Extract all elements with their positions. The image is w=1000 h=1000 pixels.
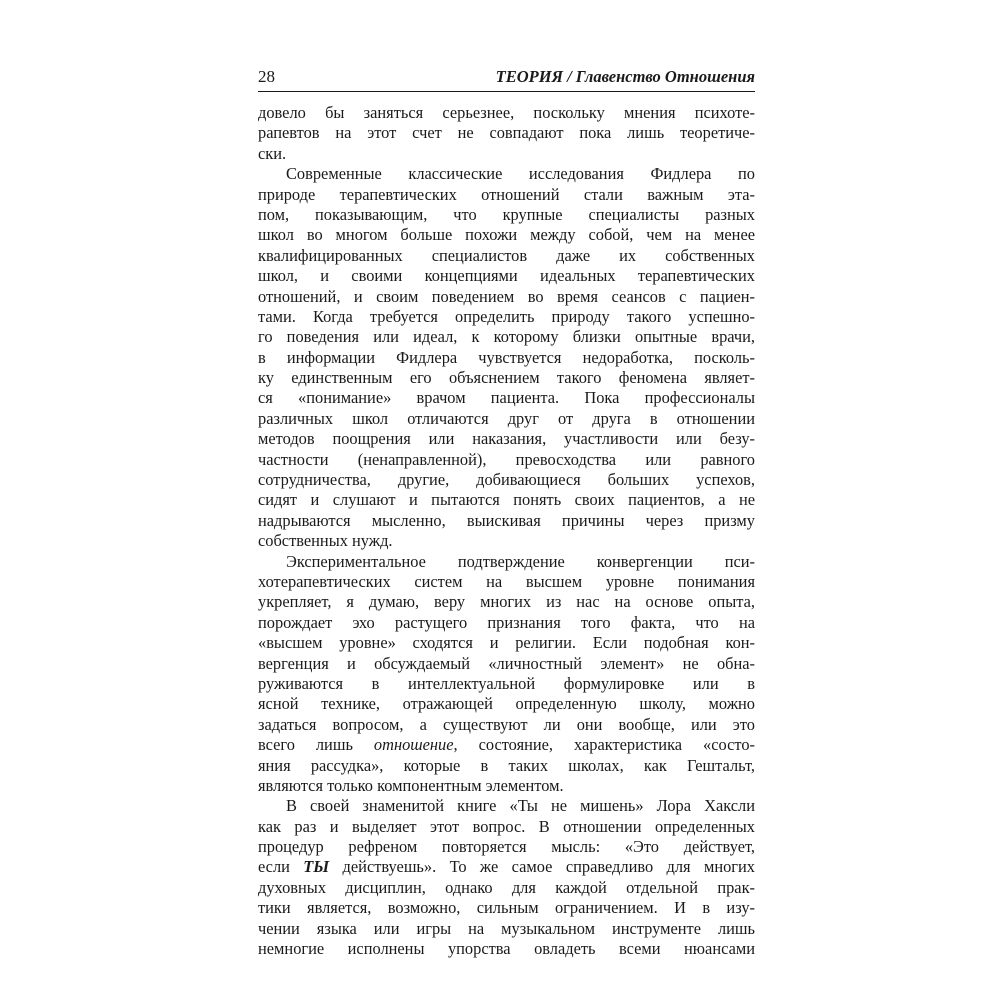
text-line: как раз и выделяет этот вопрос. В отношении определенных bbox=[258, 816, 755, 836]
text-line: в информации Фидлера чувствуется недоработка, посколь- bbox=[258, 347, 755, 367]
text-line: рапевтов на этот счет не совпадают пока лишь теоретиче- bbox=[258, 123, 755, 143]
text-line: Экспериментальное подтверждение конвергенции пси- bbox=[286, 551, 755, 571]
text-line: квалифицированных специалистов даже их собственных bbox=[258, 245, 755, 265]
text-line: надрываются мысленно, выискивая причины через призму bbox=[258, 510, 755, 530]
text-line: хотерапевтических систем на высшем уровне понимания bbox=[258, 571, 755, 591]
running-head-title: ТЕОРИЯ / Главенство Отношения bbox=[495, 67, 755, 86]
text-line: являются только компонентным элементом. bbox=[258, 775, 564, 795]
text-segment: , состояние, характеристика «состо- bbox=[453, 735, 755, 755]
text-line: Современные классические исследования Фидлера по bbox=[286, 164, 755, 184]
body-text bbox=[258, 103, 755, 959]
text-line: немногие исполнены упорства овладеть всеми нюансами bbox=[258, 939, 755, 959]
text-line: задаться вопросом, а существуют ли они вообще, или это bbox=[258, 714, 755, 734]
text-line: собственных нужд. bbox=[258, 531, 393, 551]
text-line: процедур рефреном повторяется мысль: «Это действует, bbox=[258, 837, 755, 857]
text-line-with-emphasis bbox=[258, 857, 755, 877]
page-number: 28 bbox=[258, 67, 275, 86]
text-line: чении языка или игры на музыкальном инструменте лишь bbox=[258, 918, 755, 938]
text-line: порождает эхо растущего признания того факта, что на bbox=[258, 612, 755, 632]
text-line: В своей знаменитой книге «Ты не мишень» Лора Хаксли bbox=[286, 796, 755, 816]
text-line: природе терапевтических отношений стали важным эта- bbox=[258, 184, 755, 204]
text-line: ски. bbox=[258, 143, 287, 163]
emphasis-word: ТЫ bbox=[303, 857, 330, 877]
text-line: вергенция и обсуждаемый «личностный элемент» не обна- bbox=[258, 653, 755, 673]
text-line: школ, и своими концепциями идеальных терапевтических bbox=[258, 266, 755, 286]
text-line: школ во многом больше похожи между собой, чем на менее bbox=[258, 225, 755, 245]
text-line-with-italic bbox=[258, 735, 755, 755]
text-line: частности (ненаправленной), превосходства или равного bbox=[258, 449, 755, 469]
running-head bbox=[258, 66, 755, 90]
italic-word: отношение bbox=[373, 735, 454, 755]
text-line: руживаются в интеллектуальной формулировке или в bbox=[258, 673, 755, 693]
text-line: отношений, и своим поведением во время сеансов с пациен- bbox=[258, 286, 755, 306]
text-line: ясной технике, отражающей определенную школу, можно bbox=[258, 694, 755, 714]
text-segment: действуешь». То же самое справедливо для многих bbox=[329, 857, 755, 877]
text-line: сидят и слушают и пытаются понять своих пациентов, а не bbox=[258, 490, 755, 510]
text-line: различных школ отличаются друг от друга в отношении bbox=[258, 408, 755, 428]
text-line: тики является, возможно, сильным ограничением. И в изу- bbox=[258, 898, 755, 918]
text-line: пом, показывающим, что крупные специалисты разных bbox=[258, 204, 755, 224]
text-line: методов поощрения или наказания, участливости или безу- bbox=[258, 429, 755, 449]
text-line: го поведения или идеал, к которому близки опытные врачи, bbox=[258, 327, 755, 347]
text-line: укрепляет, я думаю, веру многих из нас на основе опыта, bbox=[258, 592, 755, 612]
text-line: тами. Когда требуется определить природу такого успешно- bbox=[258, 306, 755, 326]
text-line: довело бы заняться серьезнее, поскольку мнения психоте- bbox=[258, 103, 755, 122]
header-rule bbox=[258, 91, 755, 92]
text-line: сотрудничества, другие, добивающиеся больших успехов, bbox=[258, 470, 755, 490]
text-segment: всего лишь bbox=[258, 735, 374, 755]
text-line: ку единственным его объяснением такого феномена являет- bbox=[258, 368, 755, 388]
text-line: духовных дисциплин, однако для каждой отдельной прак- bbox=[258, 877, 755, 897]
text-line: яния рассудка», которые в таких школах, как Гештальт, bbox=[258, 755, 755, 775]
text-line: ся «понимание» врачом пациента. Пока профессионалы bbox=[258, 388, 755, 408]
text-line: «высшем уровне» сходятся и религии. Если подобная кон- bbox=[258, 633, 755, 653]
text-segment: если bbox=[258, 857, 304, 877]
